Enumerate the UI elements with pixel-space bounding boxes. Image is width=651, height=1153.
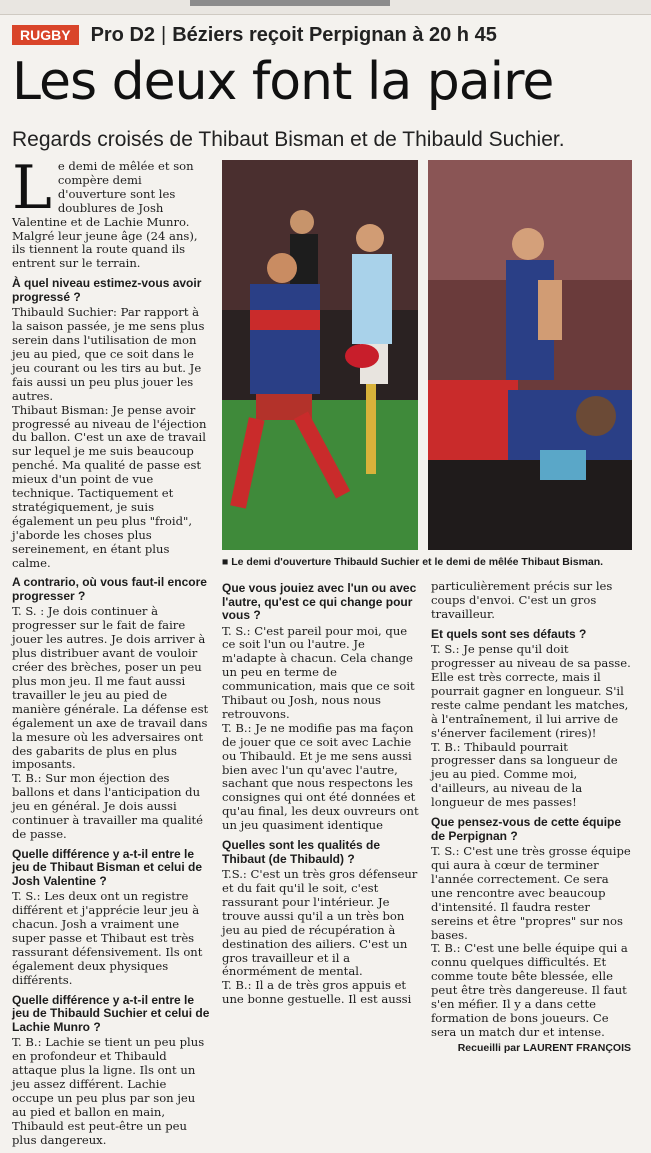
page-top-strip [0, 0, 651, 15]
question: A contrario, où vous faut-il encore progresser ? [12, 575, 207, 603]
kicker [91, 24, 497, 47]
question: Quelle différence y a-t-il entre le jeu de Thibaut Bisman et celui de Josh Valentine ? [12, 846, 203, 888]
question: Quelles sont les qualités de Thibaut (de Thibauld) ? [222, 838, 381, 866]
header-rule [190, 0, 390, 6]
question: Que pensez-vous de cette équipe de Perpignan ? [431, 815, 622, 843]
answer: T. B.: Thibauld pourrait progresser dans sa longueur de jeu au pied. Comme moi, d'ailleurs, au niveau de la longueur de mes passes! [431, 739, 618, 810]
question: Que vous jouiez avec l'un ou avec l'autre, qu'est ce qui change pour vous ? [222, 581, 417, 622]
answer: T. S.: C'est pareil pour moi, que ce soit l'un ou l'autre. Je m'adapte à chacun. Cela change un peu en terme de communication, mais que ce soit Thibaut ou Josh, nous nous retrouvons. [222, 623, 415, 721]
question: À quel niveau estimez-vous avoir progressé ? [12, 276, 202, 304]
subheadline: Regards croisés de Thibaut Bisman et de Thibauld Suchier. [12, 128, 565, 151]
byline: Recueilli par LAURENT FRANÇOIS [457, 1041, 631, 1054]
answer: T. S. : Je dois continuer à progresser sur le fait de faire jouer les autres. Je dois arriver à plus distribuer avant de vouloir créer des brèches, poser un peu plus mon jeu. Il me faut aussi travailler le jeu au pied de manière générale. La défense est également un axe de travail dans la mesure où les adversaires ont des gabarits de plus en plus imposants. [12, 604, 209, 772]
answer: T. S.: Les deux ont un registre différent et j'apprécie leur jeu à chacun. Josh a vraiment une super passe et Thibaut est très rassurant défensivement. Ils ont également deux physiques différents. [12, 889, 203, 987]
answer: Thibaut Bisman: Je pense avoir progressé au niveau de l'éjection du ballon. C'est un axe de travail sur lequel je me suis beaucoup penché. Ma qualité de passe est mieux d'un point de vue technique. Tactiquement et stratégiquement, je suis également un peu plus "froid", j'aborde les choses plus sereinement, en étant plus calme. [12, 402, 207, 570]
column-left [12, 153, 210, 1153]
answer: T.S.: C'est un très gros défenseur et du fait qu'il le soit, c'est rassurant pour l'intérieur. Je trouve aussi qu'il a un très bon jeu au pied de récupération à destination des ailiers. C'est un gros travailleur et il a énormément de mental. [222, 867, 418, 979]
answer: T. B.: Lachie se tient un peu plus en profondeur et Thibauld attaque plus la ligne. Ils ont un jeu assez différent. Lachie occupe un peu plus par son jeu au pied et ballon en main, Thibauld est peut-être un peu plus dangereux. [12, 1035, 205, 1147]
column-middle [222, 578, 420, 1013]
column-right [431, 580, 631, 1056]
answer: T. S.: C'est une très grosse équipe qui aura à cœur de terminer l'année correctement. Ce sera une rencontre avec beaucoup d'intensité. Il faudra rester sereins et être "propres" sur nos bases. [431, 844, 631, 942]
photo-right [428, 160, 632, 550]
rugby-action-photo [222, 160, 418, 550]
question: Quelle différence y a-t-il entre le jeu de Thibauld Suchier et celui de Lachie Munro ? [12, 992, 210, 1034]
answer: T. B.: Il a de très gros appuis et une bonne gestuelle. Il est aussi [222, 978, 412, 1007]
answer: T. S.: Je pense qu'il doit progresser au niveau de sa passe. Elle est très correcte, mais il pourrait gagner en longueur. S'il reste calme pendant les matches, à l'entraînement, il lui arrive de s'énerver facilement (rires)! [431, 642, 631, 740]
drop-cap: L [12, 153, 52, 223]
question: Et quels sont ses défauts ? [431, 626, 587, 641]
rugby-players-photo [428, 160, 632, 550]
kicker-separator: | [161, 23, 167, 46]
answer: Thibauld Suchier: Par rapport à la saison passée, je me sens plus serein dans l'utilisation de mon jeu au pied, que ce soit dans le jeu courant ou les tirs au but. Je fais aussi un peu plus jouer les autres. [12, 305, 205, 403]
kicker-right: Béziers reçoit Perpignan à 20 h 45 [172, 23, 497, 46]
photo-caption: ■ Le demi d'ouverture Thibauld Suchier et le demi de mêlée Thibaut Bisman. [222, 556, 604, 568]
headline: Les deux font la paire [12, 52, 554, 112]
answer: particulièrement précis sur les coups d'envoi. C'est un gros travailleur. [431, 579, 613, 621]
section-tag: RUGBY [12, 25, 79, 45]
kicker-left: Pro D2 [90, 23, 156, 46]
rubric-line [12, 25, 497, 45]
answer: T. B.: Je ne modifie pas ma façon de jouer que ce soit avec Lachie ou Thibauld. Et je me sens aussi bien avec l'un qu'avec l'autre, sachant que nous respectons les consignes qui ont été données et qu'au final, les deux ouvreurs ont un jeu quasiment identique [222, 720, 419, 833]
answer: T. B.: C'est une belle équipe qui a connu quelques difficultés. Et comme toute bête blessée, elle peut être très dangereuse. Il faut s'en méfier. Il y a dans cette formation de bons joueurs. Ce sera un match dur et intense. [431, 941, 628, 1039]
intro-paragraph [12, 153, 210, 271]
answer: T. B.: Sur mon éjection des ballons et dans l'anticipation du jeu en général. Je dois aussi continuer à travailler ma qualité de passe. [12, 771, 204, 841]
intro-text: e demi de mêlée et son compère demi d'ouverture sont les doublures de Josh Valentine et de Lachie Munro. Malgré leur jeune âge (24 ans), ils tiennent la route quand ils entrent sur le terrain. [12, 159, 198, 271]
photo-left [222, 160, 418, 550]
